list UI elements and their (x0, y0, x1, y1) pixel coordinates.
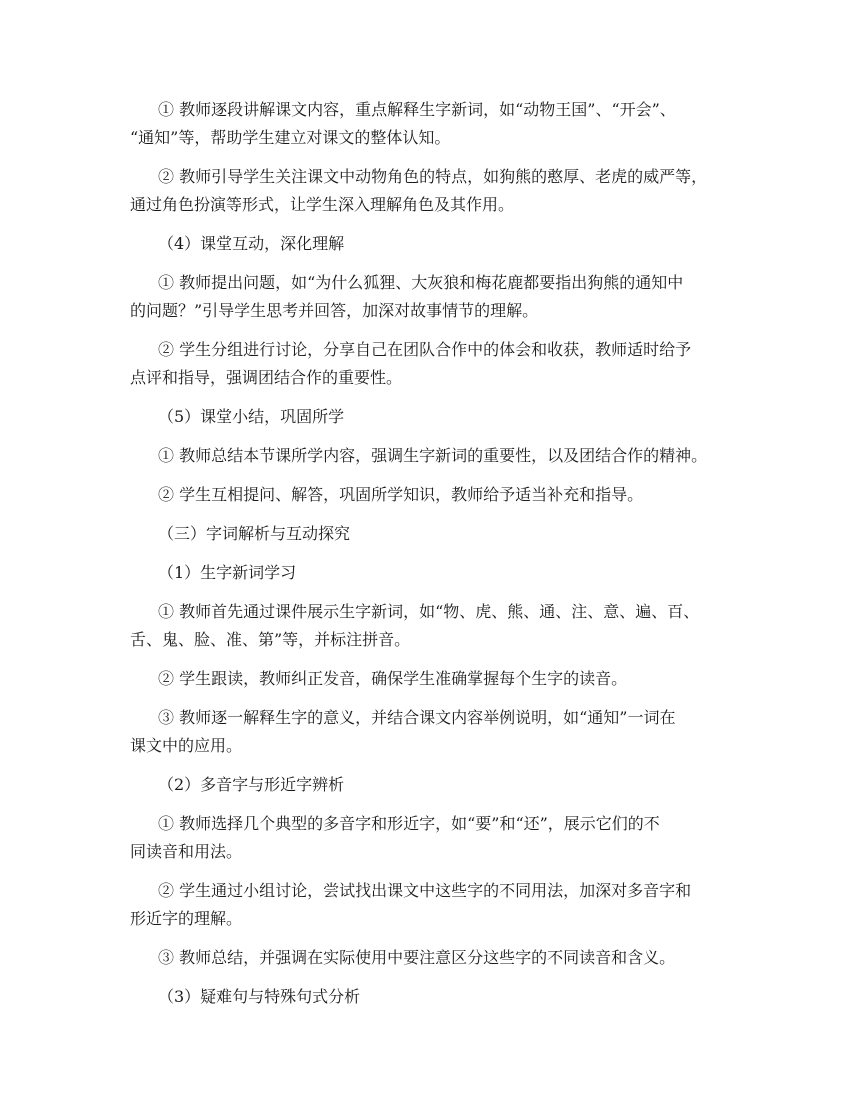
section-heading-5: （5）课堂小结，巩固所学 (158, 407, 345, 426)
paragraph-line-8: ② 学生分组进行讨论，分享自己在团队合作中的体会和收获，教师适时给予 (158, 340, 692, 359)
paragraph-line-2: “通知”等，帮助学生建立对课文的整体认知。 (130, 128, 451, 147)
paragraph-line-12: ② 学生互相提问、解答，巩固所学知识，教师给予适当补充和指导。 (158, 485, 644, 504)
paragraph-line-16: 舌、鬼、脸、准、第”等，并标注拼音。 (130, 630, 411, 649)
section-heading-2: （2）多音字与形近字辨析 (158, 775, 345, 794)
section-heading-three: （三）字词解析与互动探究 (158, 524, 351, 543)
paragraph-line-19: 课文中的应用。 (130, 736, 243, 755)
paragraph-line-15: ① 教师首先通过课件展示生字新词，如“物、虎、熊、通、注、意、遍、百、 (158, 602, 700, 621)
paragraph-line-21: ① 教师选择几个典型的多音字和形近字，如“要”和“还”，展示它们的不 (158, 814, 660, 833)
paragraph-line-9: 点评和指导，强调团结合作的重要性。 (130, 368, 403, 387)
paragraph-line-1: ① 教师逐段讲解课文内容，重点解释生字新词，如“动物王国”、“开会”、 (158, 100, 676, 119)
section-heading-1: （1）生字新词学习 (158, 563, 297, 582)
paragraph-line-25: ③ 教师总结，并强调在实际使用中要注意区分这些字的不同读音和含义。 (158, 948, 676, 967)
paragraph-line-11: ① 教师总结本节课所学内容，强调生字新词的重要性，以及团结合作的精神。 (158, 446, 708, 465)
paragraph-line-4: 通过角色扮演等形式，让学生深入理解角色及其作用。 (130, 195, 515, 214)
section-heading-3: （3）疑难句与特殊句式分析 (158, 987, 361, 1006)
paragraph-line-17: ② 学生跟读，教师纠正发音，确保学生准确掌握每个生字的读音。 (158, 669, 628, 688)
paragraph-line-18: ③ 教师逐一解释生字的意义，并结合课文内容举例说明，如“通知”一词在 (158, 708, 676, 727)
paragraph-line-6: ① 教师提出问题，如“为什么狐狸、大灰狼和梅花鹿都要指出狗熊的通知中 (158, 273, 684, 292)
paragraph-line-3: ② 教师引导学生关注课文中动物角色的特点，如狗熊的憨厚、老虎的威严等， (158, 167, 708, 186)
paragraph-line-22: 同读音和用法。 (130, 842, 243, 861)
paragraph-line-24: 形近字的理解。 (130, 909, 243, 928)
paragraph-line-7: 的问题？”引导学生思考并回答，加深对故事情节的理解。 (130, 301, 539, 320)
paragraph-line-23: ② 学生通过小组讨论，尝试找出课文中这些字的不同用法，加深对多音字和 (158, 881, 692, 900)
section-heading-4: （4）课堂互动，深化理解 (158, 234, 345, 253)
